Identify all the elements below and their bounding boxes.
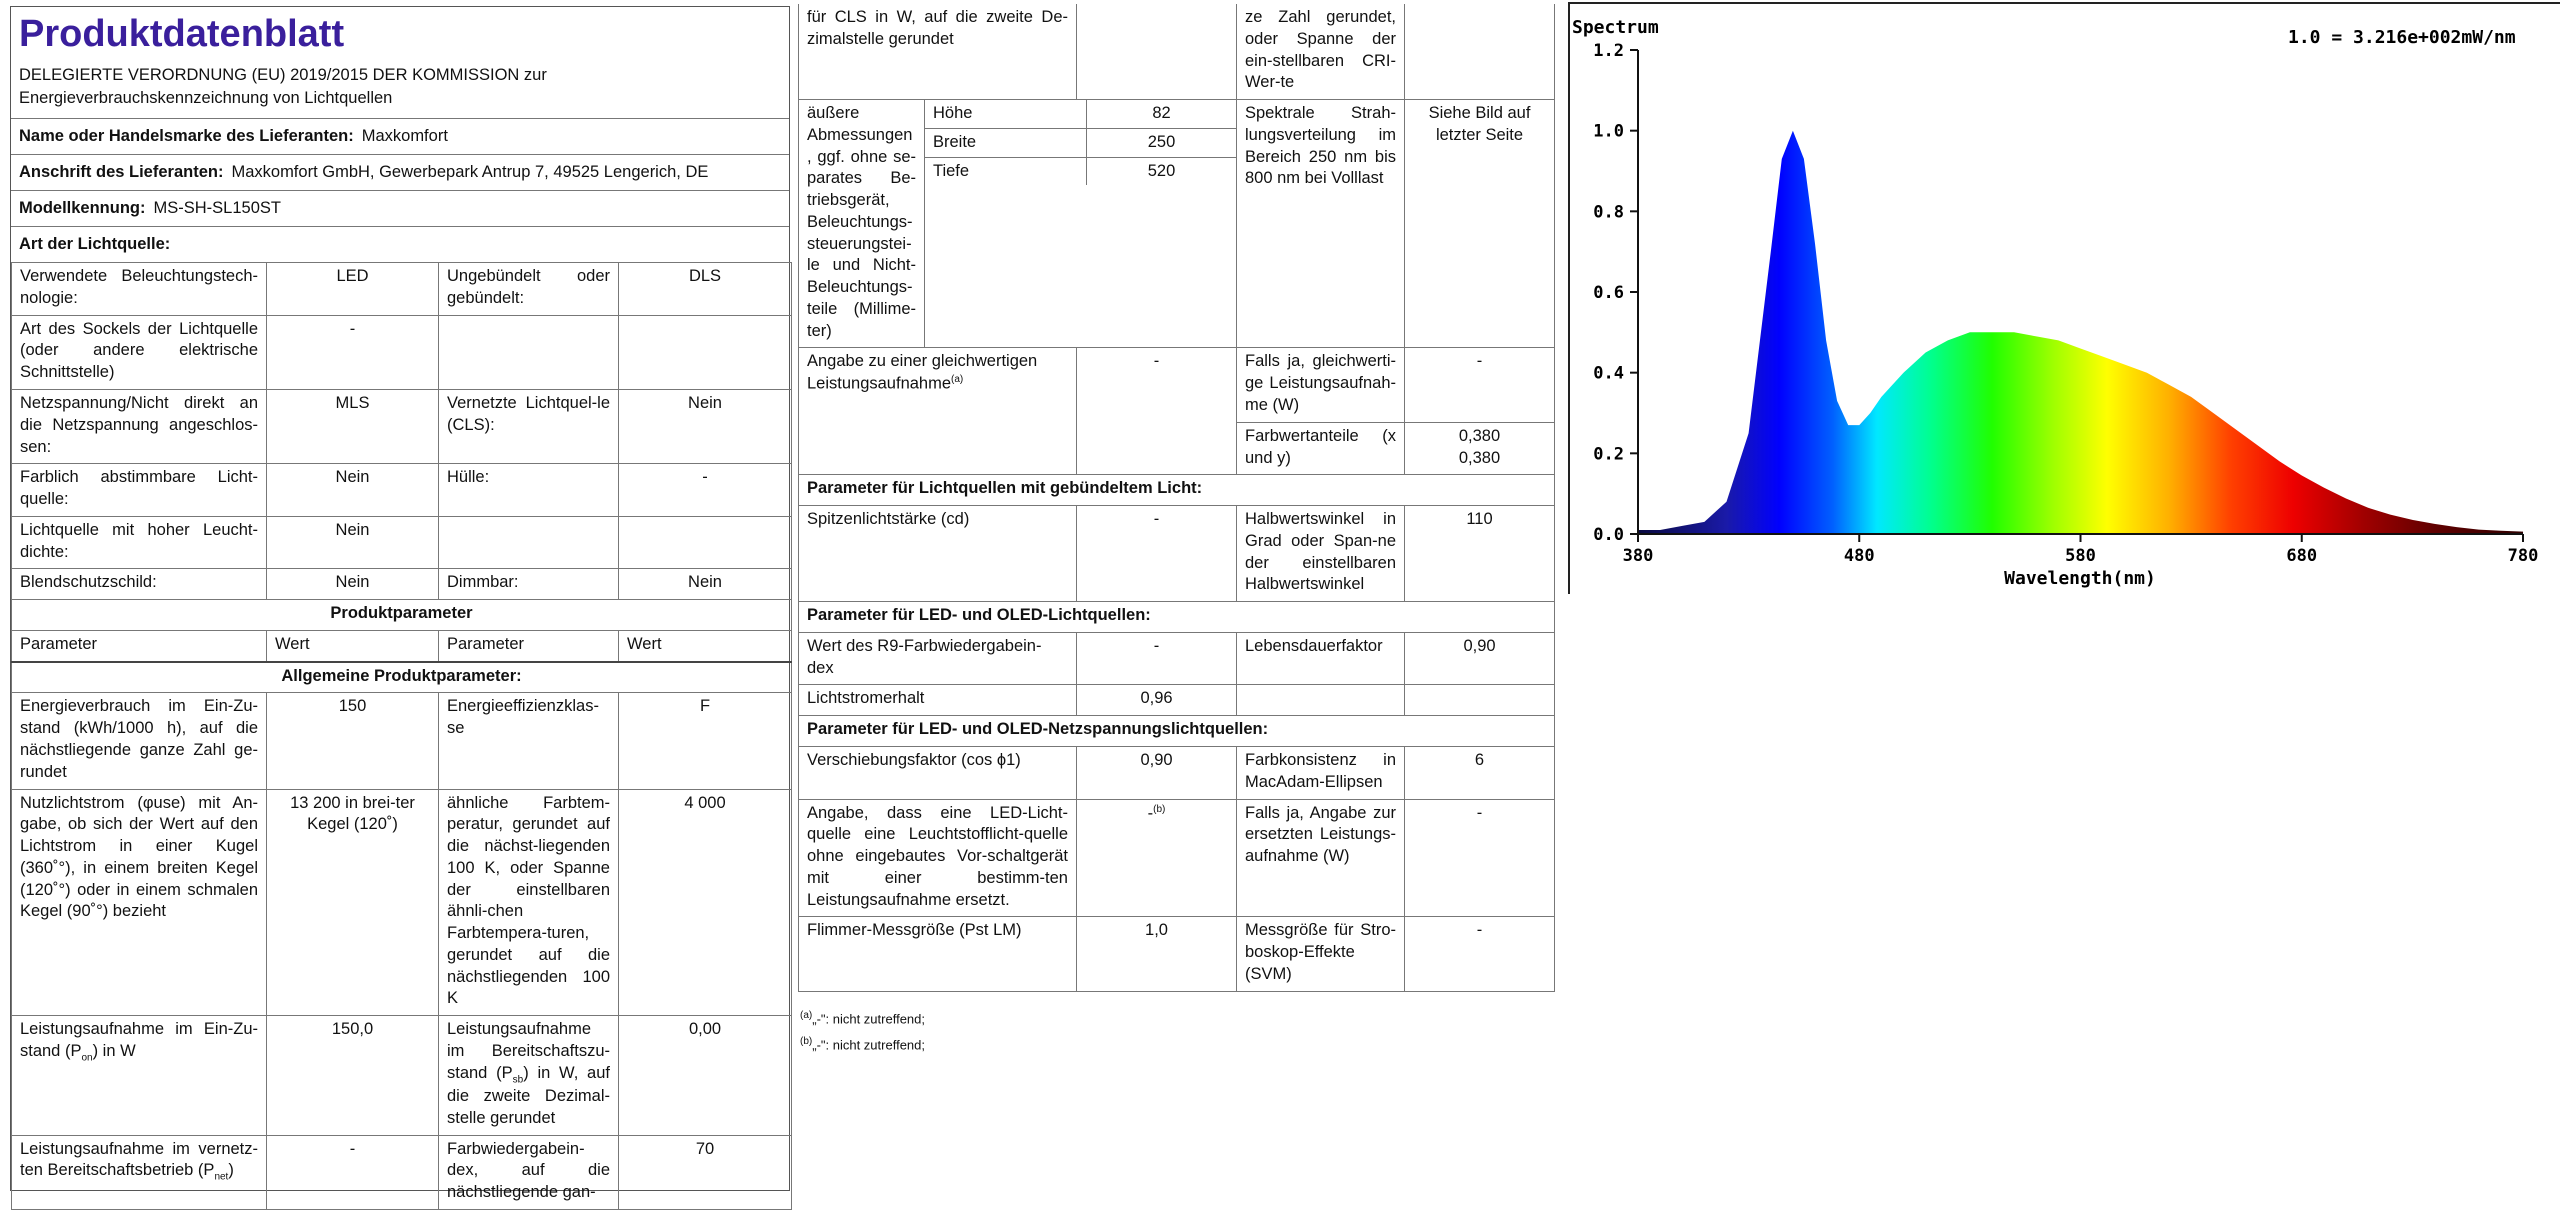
supplier-value: Maxkomfort bbox=[361, 127, 448, 146]
cell: Nein bbox=[267, 569, 439, 600]
cell: 6 bbox=[1405, 746, 1555, 799]
cell: Angabe, dass eine LED-Licht-quelle eine Leuchtstofflicht-quelle ohne eingebautes Vor-schaltgerät mit einer bestimm-ten Leistungsaufnahme ersetzt. bbox=[799, 799, 1077, 917]
cell: Messgröße für Stro-boskop-Effekte (SVM) bbox=[1237, 917, 1405, 991]
cell bbox=[12, 1135, 267, 1209]
directional-params-heading: Parameter für Lichtquellen mit gebündeltem Licht: bbox=[799, 475, 1555, 506]
cell: Farbwertanteile (x und y) bbox=[1237, 422, 1405, 475]
model-row bbox=[11, 191, 789, 227]
footnote-a bbox=[800, 1006, 1554, 1032]
cell: Energieeffizienzklas-se bbox=[439, 693, 619, 789]
cell: Wert des R9-Farbwiedergabein-dex bbox=[799, 632, 1077, 685]
footnote-marker: (b) bbox=[800, 1035, 813, 1047]
general-params-heading: Allgemeine Produktparameter: bbox=[12, 662, 792, 693]
dimensions-cell bbox=[925, 100, 1237, 348]
table-row bbox=[12, 569, 792, 600]
address-label: Anschrift des Lieferanten: bbox=[19, 163, 224, 182]
table-row bbox=[799, 4, 1555, 100]
table-row bbox=[12, 263, 792, 316]
model-label: Modellkennung: bbox=[19, 199, 146, 218]
y-tick-label: 0.4 bbox=[1593, 363, 1624, 384]
section-heading-row bbox=[799, 475, 1555, 506]
cell: MLS bbox=[267, 390, 439, 464]
cell: 82 bbox=[1087, 100, 1237, 128]
cell-text: ) in W, auf die zweite Dezimal-stelle gerundet bbox=[447, 1063, 610, 1127]
cell: 4 000 bbox=[619, 789, 792, 1016]
cell bbox=[619, 516, 792, 569]
left-data-table bbox=[11, 262, 792, 1210]
cell: Lichtquelle mit hoher Leucht-dichte: bbox=[12, 516, 267, 569]
cell: ähnliche Farbtem-peratur, gerundet auf die nächst-liegenden 100 K, oder Spanne der einstellbaren ähnli-chen Farbtempera-turen, gerundet auf die nächstliegenden 100 K bbox=[439, 789, 619, 1016]
regulation-subtitle: DELEGIERTE VERORDNUNG (EU) 2019/2015 DER KOMMISSION zur Energieverbrauchskennzeichnung von Lichtquellen bbox=[11, 60, 789, 119]
cell bbox=[799, 422, 1077, 475]
cell: Netzspannung/Nicht direkt an die Netzspannung angeschlos-sen: bbox=[12, 390, 267, 464]
table-row bbox=[12, 315, 792, 389]
chart-title: Spectrum bbox=[1572, 17, 1659, 38]
cell: Nutzlichtstrom (φuse) mit An-gabe, ob sich der Wert auf den Lichtstrom in einer Kugel (360˚°), in einem breiten Kegel (120˚°) oder in einem schmalen Kegel (90˚°) bezieht bbox=[12, 789, 267, 1016]
cell: 150,0 bbox=[267, 1016, 439, 1136]
cell: - bbox=[1077, 632, 1237, 685]
column-header: Parameter bbox=[439, 630, 619, 661]
table-row bbox=[925, 100, 1236, 128]
x-axis-label: Wavelength(nm) bbox=[2004, 568, 2156, 589]
table-row bbox=[799, 348, 1555, 422]
cell: - bbox=[267, 315, 439, 389]
cell: 0,00 bbox=[619, 1016, 792, 1136]
table-row bbox=[799, 506, 1555, 602]
cell: - bbox=[1405, 799, 1555, 917]
cell bbox=[439, 516, 619, 569]
cell: - bbox=[1077, 348, 1237, 422]
cell: Blendschutzschild: bbox=[12, 569, 267, 600]
x-tick-label: 580 bbox=[2065, 546, 2096, 566]
y-tick-label: 0.8 bbox=[1593, 202, 1624, 223]
subscript: on bbox=[81, 1052, 93, 1064]
cell: 13 200 in brei-ter Kegel (120˚) bbox=[267, 789, 439, 1016]
cell: Nein bbox=[267, 516, 439, 569]
cell: Dimmbar: bbox=[439, 569, 619, 600]
cell: äußere Abmessungen, ggf. ohne se-parates Be-triebsgerät, Beleuchtungs-steuerungstei-le und Nicht-Beleuchtungs-teile (Millime-ter) bbox=[799, 100, 925, 348]
cell: Art des Sockels der Lichtquelle (oder andere elektrische Schnittstelle) bbox=[12, 315, 267, 389]
cell bbox=[1077, 422, 1237, 475]
table-row bbox=[925, 128, 1236, 157]
cell-text: ) in W bbox=[92, 1041, 136, 1060]
cell: für CLS in W, auf die zweite De-zimalstelle gerundet bbox=[799, 4, 1077, 100]
spectrum-chart-panel bbox=[1568, 2, 2560, 594]
cell: - bbox=[1405, 917, 1555, 991]
cell-text: Leistungsaufnahme im Ein-Zu-stand (P bbox=[20, 1020, 258, 1060]
cell: 150 bbox=[267, 693, 439, 789]
column-header: Parameter bbox=[12, 630, 267, 661]
table-row bbox=[799, 685, 1555, 716]
y-tick-label: 1.2 bbox=[1593, 41, 1624, 61]
cell bbox=[1405, 4, 1555, 100]
cell: - bbox=[619, 464, 792, 517]
cell-text: ) bbox=[228, 1161, 234, 1180]
footnotes bbox=[800, 1006, 1554, 1058]
x-tick-label: 680 bbox=[2286, 546, 2318, 566]
column-header: Wert bbox=[267, 630, 439, 661]
cell: ze Zahl gerundet, oder Spanne der ein-stellbaren CRI-Wer-te bbox=[1237, 4, 1405, 100]
cell: Farblich abstimmbare Licht-quelle: bbox=[12, 464, 267, 517]
section-heading-row bbox=[12, 600, 792, 631]
cell: DLS bbox=[619, 263, 792, 316]
cell: Farbwiedergabein-dex, auf die nächstliegende gan- bbox=[439, 1135, 619, 1209]
cell bbox=[1237, 685, 1405, 716]
y-tick-label: 0.6 bbox=[1593, 283, 1624, 303]
footnote-marker: (a) bbox=[800, 1009, 813, 1021]
cell: Verschiebungsfaktor (cos ϕ1) bbox=[799, 746, 1077, 799]
section-heading-row bbox=[799, 602, 1555, 633]
cell-text: Leistungsaufnahme im Bereitschaftszu-stand (P bbox=[447, 1020, 610, 1082]
table-row bbox=[799, 917, 1555, 991]
cell: - bbox=[267, 1135, 439, 1209]
address-row bbox=[11, 155, 789, 191]
cell bbox=[619, 315, 792, 389]
y-tick-label: 0.0 bbox=[1593, 525, 1624, 545]
plot-area bbox=[1593, 41, 2538, 566]
cell: 0,90 bbox=[1077, 746, 1237, 799]
table-row bbox=[799, 746, 1555, 799]
cell bbox=[1077, 4, 1237, 100]
cell: Energieverbrauch im Ein-Zu-stand (kWh/1000 h), auf die nächstliegende ganze Zahl ge-rundet bbox=[12, 693, 267, 789]
cell: - bbox=[1077, 506, 1237, 602]
cell: Breite bbox=[925, 128, 1087, 157]
cell: Nein bbox=[619, 569, 792, 600]
footnote-text: „-": nicht zutreffend; bbox=[812, 1036, 925, 1052]
cell: Nein bbox=[619, 390, 792, 464]
cell bbox=[439, 1016, 619, 1136]
cell: Höhe bbox=[925, 100, 1087, 128]
model-value: MS-SH-SL150ST bbox=[153, 199, 281, 218]
led-mains-params-heading: Parameter für LED- und OLED-Netzspannungslichtquellen: bbox=[799, 716, 1555, 747]
cell: Nein bbox=[267, 464, 439, 517]
cell: Ungebündelt oder gebündelt: bbox=[439, 263, 619, 316]
cell-text: Leistungsaufnahme im vernetz-ten Bereitschaftsbetrieb (P bbox=[20, 1139, 258, 1180]
cell: Vernetzte Lichtquel-le (CLS): bbox=[439, 390, 619, 464]
footnote-marker: (b) bbox=[1153, 803, 1166, 815]
page-title: Produktdatenblatt bbox=[19, 13, 345, 55]
right-data-table bbox=[798, 4, 1555, 992]
cell: Siehe Bild auf letzter Seite bbox=[1405, 100, 1555, 348]
scale-note: 1.0 = 3.216e+002mW/nm bbox=[2288, 27, 2516, 48]
table-row bbox=[12, 464, 792, 517]
table-row bbox=[799, 422, 1555, 475]
footnote-marker: (a) bbox=[951, 374, 964, 386]
footnote-b bbox=[800, 1032, 1554, 1058]
cell: 250 bbox=[1087, 128, 1237, 157]
cell: Halbwertswinkel in Grad oder Span-ne der einstellbaren Halbwertswinkel bbox=[1237, 506, 1405, 602]
address-value: Maxkomfort GmbH, Gewerbepark Antrup 7, 49525 Lengerich, DE bbox=[231, 163, 709, 182]
table-row bbox=[925, 157, 1236, 185]
cell-text: - bbox=[1147, 804, 1154, 822]
subscript: sb bbox=[512, 1073, 524, 1085]
cell: 70 bbox=[619, 1135, 792, 1209]
cell: Farbkonsistenz in MacAdam-Ellipsen bbox=[1237, 746, 1405, 799]
cell: F bbox=[619, 693, 792, 789]
cell: 1,0 bbox=[1077, 917, 1237, 991]
column-header-row bbox=[12, 630, 792, 661]
cell: 0,90 bbox=[1405, 632, 1555, 685]
cell: - bbox=[1405, 348, 1555, 422]
datasheet-page-2 bbox=[798, 4, 1554, 1052]
cell: Tiefe bbox=[925, 157, 1087, 185]
cell: LED bbox=[267, 263, 439, 316]
section-heading-row bbox=[12, 662, 792, 693]
table-row bbox=[799, 100, 1555, 348]
dimensions-table bbox=[925, 100, 1236, 185]
cell-text: Angabe zu einer gleichwertigen Leistungsaufnahme bbox=[807, 352, 1038, 393]
cell: Spitzenlichtstärke (cd) bbox=[799, 506, 1077, 602]
cell: Spektrale Strah-lungsverteilung im Bereich 250 nm bis 800 nm bei Volllast bbox=[1237, 100, 1405, 348]
table-row bbox=[12, 390, 792, 464]
cell bbox=[1077, 799, 1237, 917]
cell: Flimmer-Messgröße (Pst LM) bbox=[799, 917, 1077, 991]
cell: Verwendete Beleuchtungstech-nologie: bbox=[12, 263, 267, 316]
cell bbox=[12, 1016, 267, 1136]
cell: Lichtstromerhalt bbox=[799, 685, 1077, 716]
supplier-label: Name oder Handelsmarke des Lieferanten: bbox=[19, 127, 354, 146]
y-tick-label: 1.0 bbox=[1593, 121, 1624, 142]
cell bbox=[799, 348, 1077, 422]
x-tick-label: 380 bbox=[1622, 546, 1654, 566]
cell bbox=[439, 315, 619, 389]
light-source-type-heading: Art der Lichtquelle: bbox=[11, 227, 789, 263]
cell: Hülle: bbox=[439, 464, 619, 517]
cell: 520 bbox=[1147, 161, 1176, 180]
table-row bbox=[12, 1135, 792, 1209]
supplier-row bbox=[11, 119, 789, 155]
datasheet-page-1 bbox=[10, 6, 790, 1202]
table-row bbox=[799, 632, 1555, 685]
column-header: Wert bbox=[619, 630, 792, 661]
table-row bbox=[12, 1016, 792, 1136]
cell: 110 bbox=[1405, 506, 1555, 602]
subscript: net bbox=[214, 1171, 229, 1183]
y-tick-label: 0.2 bbox=[1593, 444, 1624, 465]
table-row bbox=[12, 789, 792, 1016]
cell: 0,380 0,380 bbox=[1405, 422, 1555, 475]
product-params-heading: Produktparameter bbox=[12, 600, 792, 631]
cell bbox=[1405, 685, 1555, 716]
footnote-text: „-": nicht zutreffend; bbox=[812, 1010, 925, 1026]
cell: Lebensdauerfaktor bbox=[1237, 632, 1405, 685]
table-row bbox=[12, 693, 792, 789]
table-row bbox=[12, 516, 792, 569]
cell: 0,96 bbox=[1077, 685, 1237, 716]
cell: Falls ja, gleichwerti-ge Leistungsaufnah-me (W) bbox=[1237, 348, 1405, 422]
x-tick-label: 780 bbox=[2507, 546, 2539, 566]
table-row bbox=[799, 799, 1555, 917]
cell: Falls ja, Angabe zur ersetzten Leistungs-aufnahme (W) bbox=[1237, 799, 1405, 917]
spectrum-area bbox=[1638, 131, 2523, 534]
spectrum-chart bbox=[1568, 2, 2560, 594]
x-tick-label: 480 bbox=[1843, 546, 1875, 566]
led-params-heading: Parameter für LED- und OLED-Lichtquellen: bbox=[799, 602, 1555, 633]
section-heading-row bbox=[799, 716, 1555, 747]
